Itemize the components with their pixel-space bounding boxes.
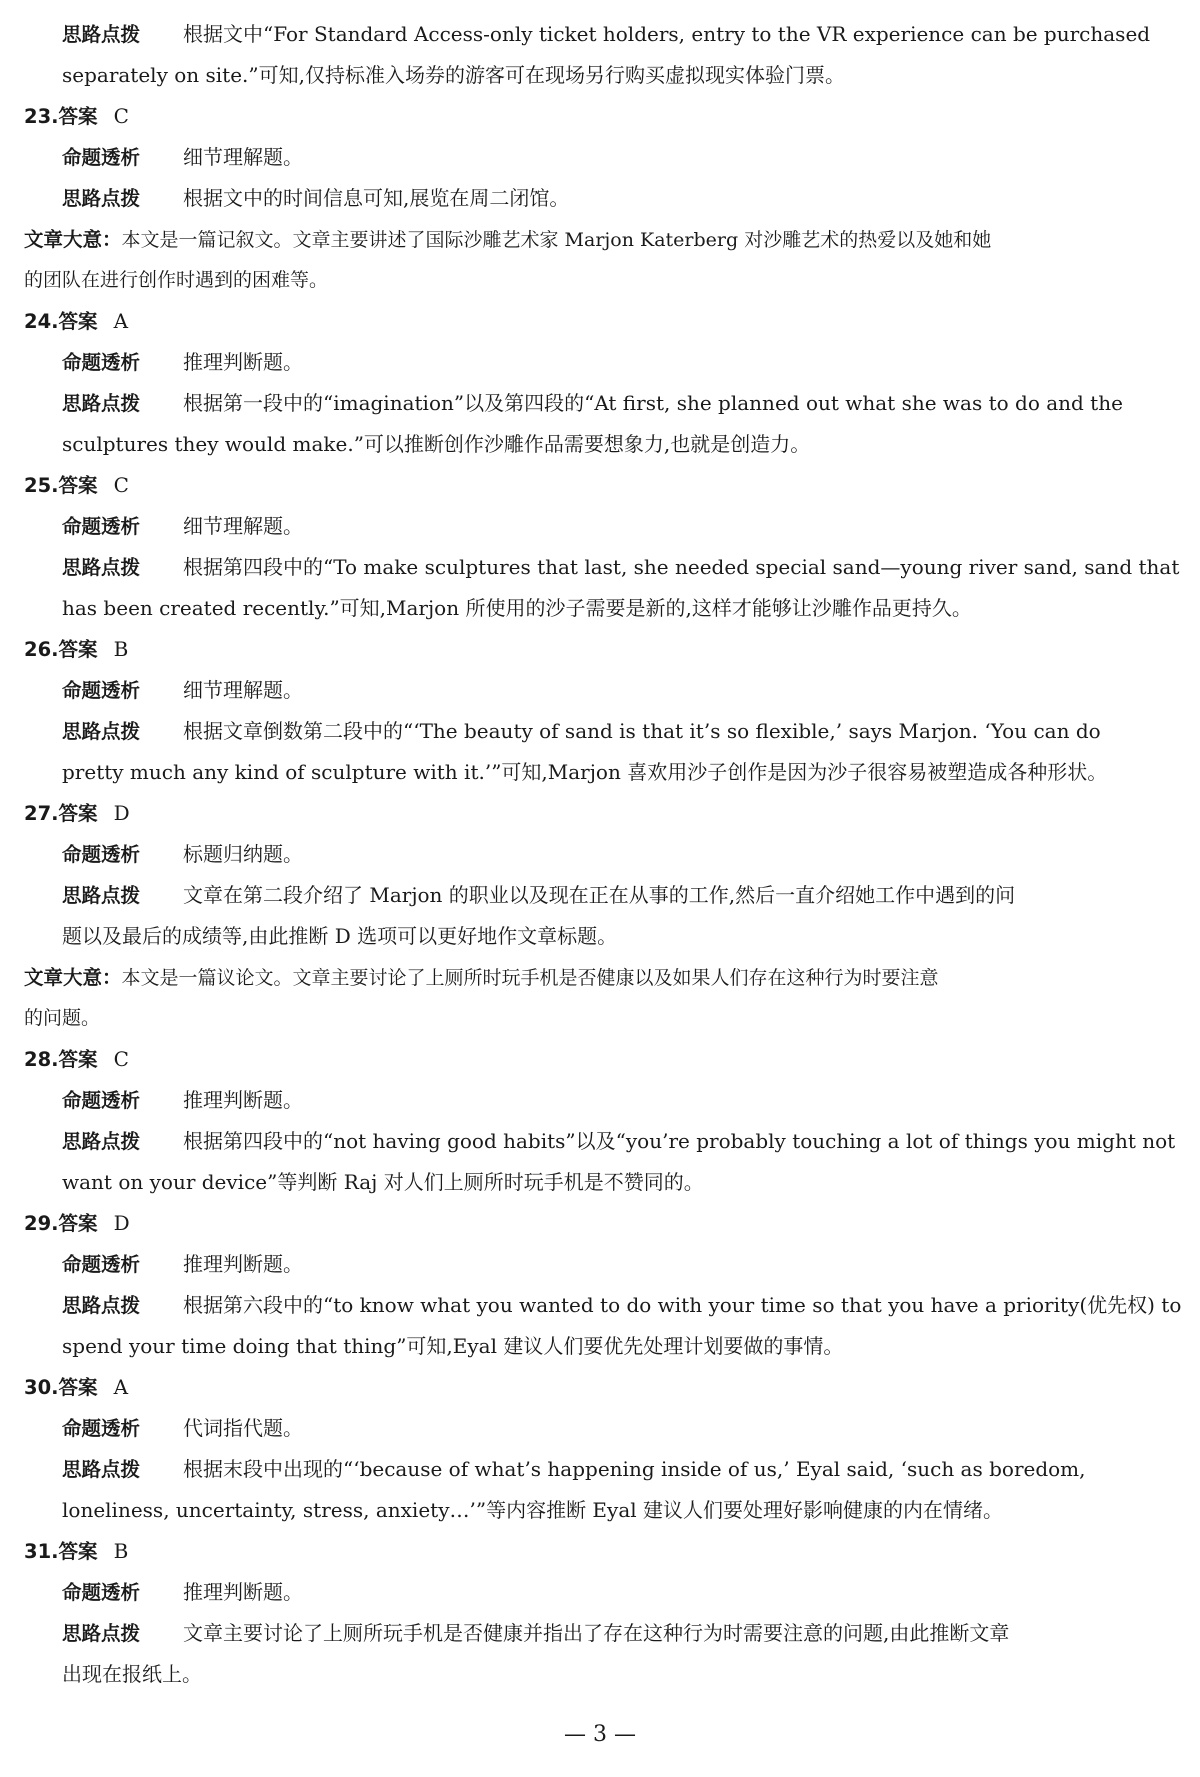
hint-line: want on your device”等判断 Raj 对人们上厕所时玩手机是不赞同的。 xyxy=(62,1170,704,1194)
analysis-label: 命题透析 xyxy=(62,146,141,169)
hint-label: 思路点拨 xyxy=(62,720,141,743)
hint-label: 思路点拨 xyxy=(62,884,141,907)
hint-label: 思路点拨 xyxy=(62,1294,141,1317)
hint-line: 题以及最后的成绩等,由此推断 D 选项可以更好地作文章标题。 xyxy=(62,924,618,948)
hint-line: 思路点拨 根据文中“For Standard Access-only ticket holders, entry to the VR experience can be purchased xyxy=(24,14,1182,55)
hint-line: sculptures they would make.”可以推断创作沙雕作品需要想象力,也就是创造力。 xyxy=(62,432,811,456)
analysis-line: 命题透析 标题归纳题。 xyxy=(24,834,1182,875)
analysis-line: 命题透析 推理判断题。 xyxy=(24,1244,1182,1285)
hint-label: 思路点拨 xyxy=(62,392,141,415)
analysis-label: 命题透析 xyxy=(62,1417,141,1440)
hint-line: pretty much any kind of sculpture with it.’”可知,Marjon 喜欢用沙子创作是因为沙子很容易被塑造成各种形状。 xyxy=(62,760,1108,784)
analysis-label: 命题透析 xyxy=(62,1089,141,1112)
hint-label: 思路点拨 xyxy=(62,1130,141,1153)
hint-line: 思路点拨 根据文中的时间信息可知,展览在周二闭馆。 xyxy=(24,178,1182,219)
analysis-label: 命题透析 xyxy=(62,1253,141,1276)
answer-line-31: 31.答案 B xyxy=(24,1539,129,1563)
hint-line: 思路点拨 根据第一段中的“imagination”以及第四段的“At first, she planned out what she was to do and the xyxy=(24,383,1182,424)
analysis-line: 命题透析 代词指代题。 xyxy=(24,1408,1182,1449)
analysis-label: 命题透析 xyxy=(62,843,141,866)
hint-line: 思路点拨 根据第四段中的“To make sculptures that last, she needed special sand—young river sand, sand that xyxy=(24,547,1182,588)
summary-label: 文章大意： xyxy=(24,228,122,251)
summary-label: 文章大意： xyxy=(24,966,122,989)
answer-key-document xyxy=(24,14,1182,1695)
page-number: — 3 — xyxy=(564,1722,636,1747)
analysis-line: 命题透析 细节理解题。 xyxy=(24,137,1182,178)
summary-line: 文章大意：本文是一篇议论文。文章主要讨论了上厕所时玩手机是否健康以及如果人们存在这种行为时要注意 xyxy=(24,966,939,989)
hint-line: 思路点拨 根据文章倒数第二段中的“‘The beauty of sand is that it’s so flexible,’ says Marjon. ‘You can do xyxy=(24,711,1182,752)
summary-line: 文章大意：本文是一篇记叙文。文章主要讲述了国际沙雕艺术家 Marjon Katerberg 对沙雕艺术的热爱以及她和她 xyxy=(24,228,992,251)
hint-label: 思路点拨 xyxy=(62,1622,141,1645)
summary-line: 的团队在进行创作时遇到的困难等。 xyxy=(24,269,329,291)
answer-line-24: 24.答案 A xyxy=(24,309,129,333)
hint-label: 思路点拨 xyxy=(62,556,141,579)
hint-line: separately on site.”可知,仅持标准入场券的游客可在现场另行购买虚拟现实体验门票。 xyxy=(62,63,845,87)
hint-line: has been created recently.”可知,Marjon 所使用的沙子需要是新的,这样才能够让沙雕作品更持久。 xyxy=(62,596,972,620)
answer-line-23: 23.答案 C xyxy=(24,104,129,128)
answer-line-28: 28.答案 C xyxy=(24,1047,129,1071)
analysis-label: 命题透析 xyxy=(62,1581,141,1604)
answer-line-29: 29.答案 D xyxy=(24,1211,130,1235)
hint-line: loneliness, uncertainty, stress, anxiety…’”等内容推断 Eyal 建议人们要处理好影响健康的内在情绪。 xyxy=(62,1498,1004,1522)
hint-label: 思路点拨 xyxy=(62,187,141,210)
analysis-line: 命题透析 推理判断题。 xyxy=(24,1080,1182,1121)
analysis-label: 命题透析 xyxy=(62,679,141,702)
summary-line: 的问题。 xyxy=(24,1007,101,1029)
answer-line-30: 30.答案 A xyxy=(24,1375,129,1399)
analysis-line: 命题透析 细节理解题。 xyxy=(24,670,1182,711)
hint-line: 思路点拨 文章在第二段介绍了 Marjon 的职业以及现在正在从事的工作,然后一直介绍她工作中遇到的问 xyxy=(24,875,1182,916)
analysis-line: 命题透析 细节理解题。 xyxy=(24,506,1182,547)
analysis-label: 命题透析 xyxy=(62,351,141,374)
analysis-line: 命题透析 推理判断题。 xyxy=(24,342,1182,383)
hint-label: 思路点拨 xyxy=(62,23,141,46)
hint-label: 思路点拨 xyxy=(62,1458,141,1481)
hint-line: 出现在报纸上。 xyxy=(62,1662,202,1686)
answer-line-27: 27.答案 D xyxy=(24,801,130,825)
hint-line: 思路点拨 根据第六段中的“to know what you wanted to do with your time so that you have a priority(优先权) to xyxy=(24,1285,1182,1326)
analysis-line: 命题透析 推理判断题。 xyxy=(24,1572,1182,1613)
hint-line: 思路点拨 根据末段中出现的“‘because of what’s happening inside of us,’ Eyal said, ‘such as boredom, xyxy=(24,1449,1182,1490)
hint-line: 思路点拨 根据第四段中的“not having good habits”以及“you’re probably touching a lot of things you might not xyxy=(24,1121,1182,1162)
answer-line-26: 26.答案 B xyxy=(24,637,129,661)
hint-line: spend your time doing that thing”可知,Eyal 建议人们要优先处理计划要做的事情。 xyxy=(62,1334,844,1358)
analysis-label: 命题透析 xyxy=(62,515,141,538)
hint-line: 思路点拨 文章主要讨论了上厕所玩手机是否健康并指出了存在这种行为时需要注意的问题,由此推断文章 xyxy=(24,1613,1182,1654)
answer-line-25: 25.答案 C xyxy=(24,473,129,497)
